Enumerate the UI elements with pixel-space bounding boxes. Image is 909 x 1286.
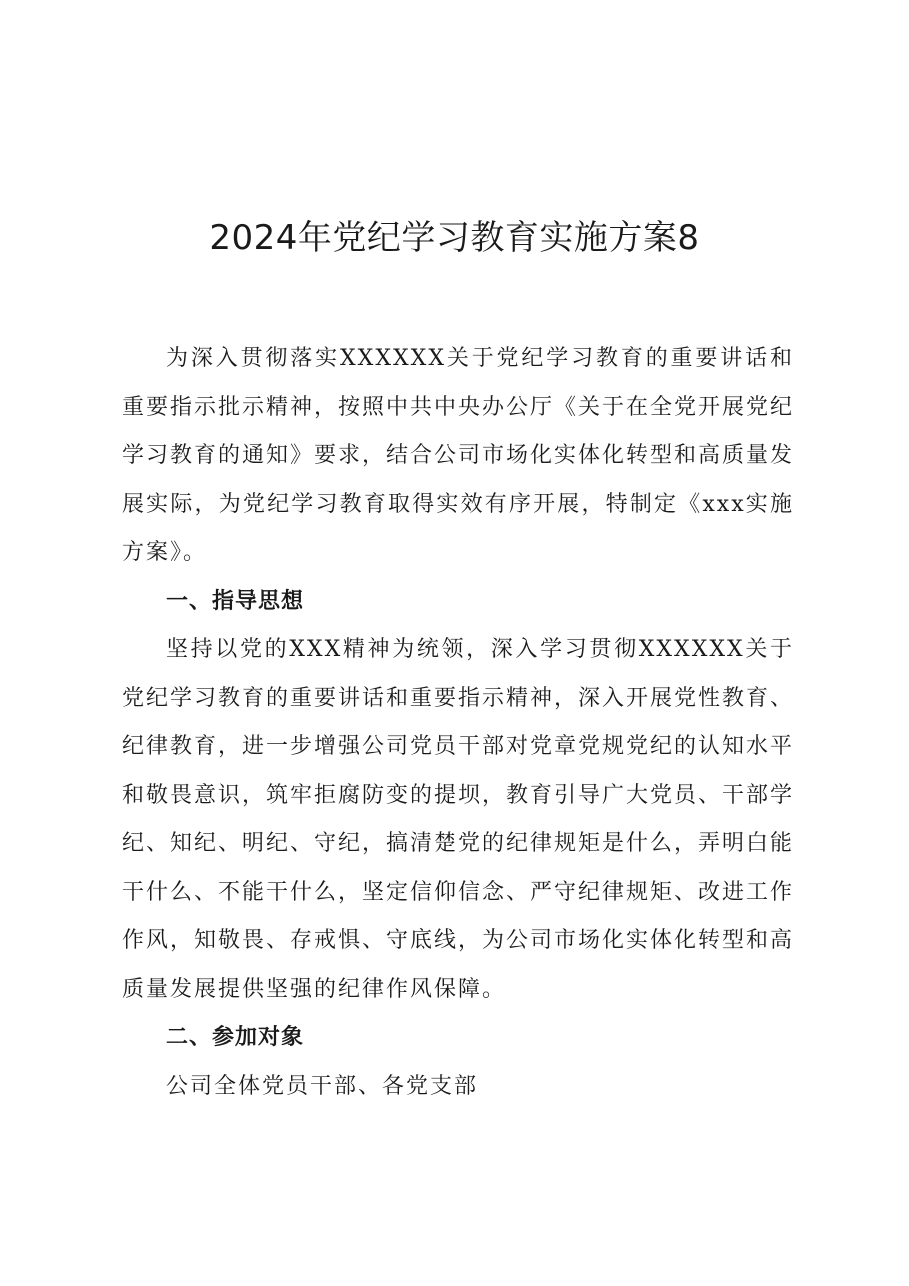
guiding-ideology-paragraph: 坚持以党的XXX精神为统领，深入学习贯彻XXXXXX关于党纪学习教育的重要讲话和重要指示精神，深入开展党性教育、纪律教育，进一步增强公司党员干部对党章党规党纪的认知水平和敬畏意识，筑牢拒腐防变的提坝，教育引导广大党员、干部学纪、知纪、明纪、守纪，搞清楚党的纪律规矩是什么，弄明白能干什么、不能干什么，坚定信仰信念、严守纪律规矩、改进工作作风，知敬畏、存戒惧、守底线，为公司市场化实体化转型和高质量发展提供坚强的纪律作风保障。 — [122, 637, 795, 1002]
participants-paragraph: 公司全体党员干部、各党支部 — [166, 1073, 479, 1099]
document-title: 2024年党纪学习教育实施方案8 — [209, 218, 700, 258]
section-heading-guiding-ideology: 一、指导思想 — [166, 588, 305, 614]
intro-paragraph: 为深入贯彻落实XXXXXX关于党纪学习教育的重要讲话和重要指示批示精神，按照中共中央办公厅《关于在全党开展党纪学习教育的通知》要求，结合公司市场化实体化转型和高质量发展实际，为党纪学习教育取得实效有序开展，特制定《xxx实施方案》。 — [122, 346, 795, 565]
section-heading-participants: 二、参加对象 — [166, 1025, 305, 1050]
document-body — [122, 335, 794, 1111]
